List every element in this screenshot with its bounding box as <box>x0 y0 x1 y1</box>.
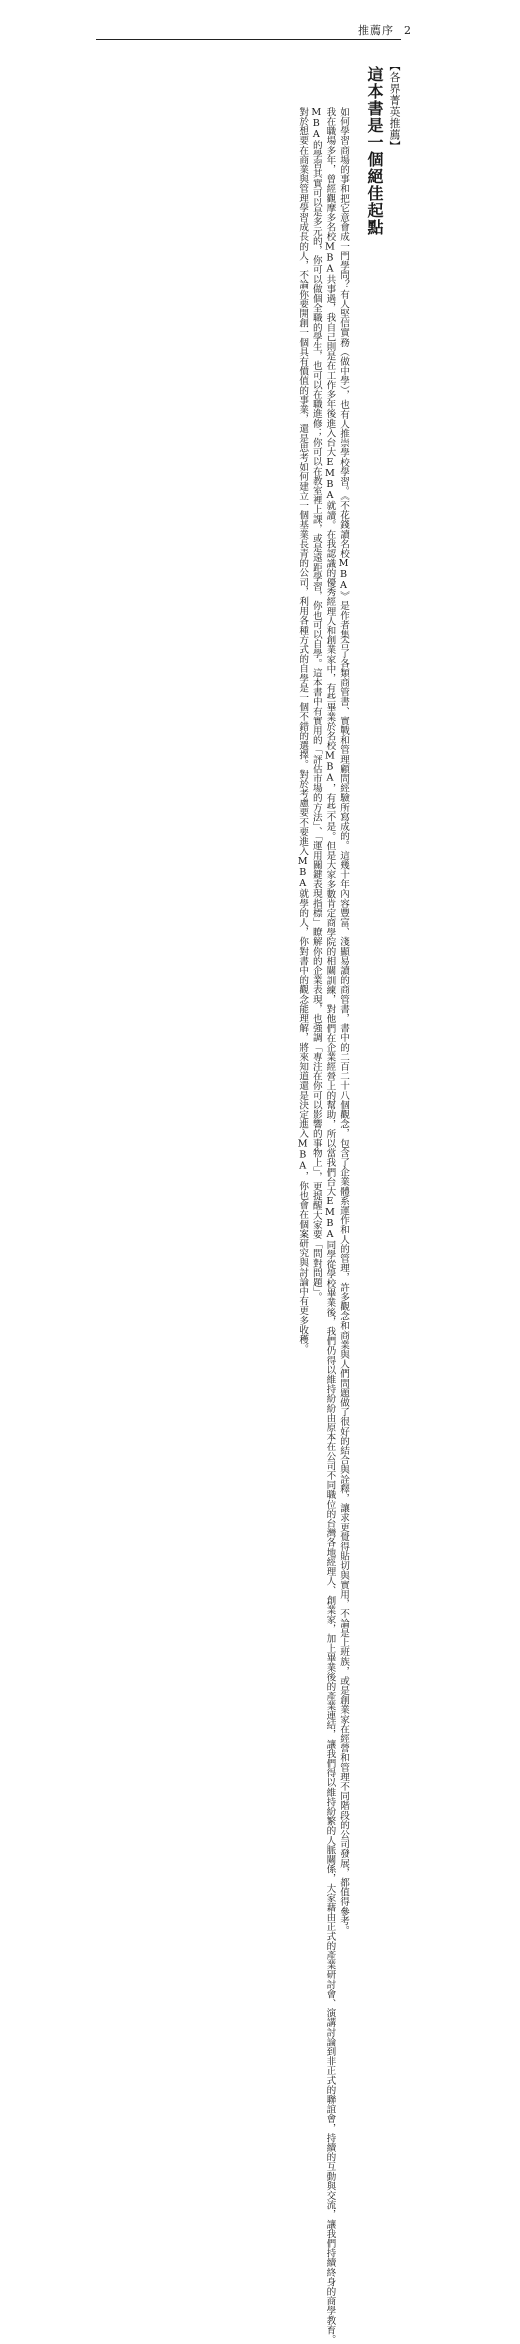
paragraph: 對於想要在商業與管理學習成長的人，不論你要開創一個具有價值的事業，還是思考如何建立一個基業長青的公司，利用各種方式的自學是一個不錯的選擇。對於考慮要不要進入MBA就學的人，你對書中的觀念能理解，將來知道還是決定進入MBA，你也會在個案研究與討論中有更多收穫。 <box>297 107 309 1354</box>
article-title: 這本書是一個絕佳起點 <box>365 66 384 236</box>
paragraph: MBA的學習其實可以是多元的，你可以做個全職的學生，也可以在職進修；你可以在教室裡上課，或是遠距學習，你也可以自學。這本書中有實用的「評估市場的方法」、「運用關鍵表現指標」瞭解你的企業表現，也強調「專注在你可以影響的事物上」，更提醒大家要「問對問題」。 <box>310 107 322 1302</box>
paragraph: 如何學習商場的事和把它意會成一門學問？有人堅信實務（做中學），也有人推崇學校學習。《不花錢讀名校MBA》是作者集合了各類商管書、實戰和管理顧問經驗所寫成的。這幾十年內容豐富、淺顯易讀的商管書，書中的二百二十八個觀念，包含了企業體系運作和人的管理，許多觀念和商業與人們問題做了很好的結合與詮釋，讓求更覺得貼切與實用，不論是上班族，或是創業家在經營和管理不同階段的公司發展，都值得參考。 <box>338 107 349 1936</box>
header-rule <box>96 39 401 40</box>
running-head <box>358 22 412 38</box>
page-number: 2 <box>404 24 412 37</box>
section-name: 推薦序 <box>358 24 394 37</box>
section-label: 【各界菁英推薦】 <box>388 60 401 152</box>
article-body <box>98 88 350 2344</box>
paragraph: 我在職場多年，曾經觀摩多名校MBA共事過，我自己則是在工作多年後進入台大EMBA就讀。在我認識的優秀經理人和創業家中，有些畢業於名校MBA，有些不是。但是大家多數肯定商學院的相關訓練，對他們在企業經營上的幫助，所以當我們台大EMBA同學從學校畢業後，我們仍得以維持紛紛由原本在公司不同職位的台灣各地經理人、創業家，加上畢業後的產業連結，讓我們得以維持紛繁的人脈關係，大家藉由正式的產業研討會、演講討論到非正式的聯誼會，持續的互動與交流，讓我們持續終身的商學教育。 <box>324 107 336 2344</box>
